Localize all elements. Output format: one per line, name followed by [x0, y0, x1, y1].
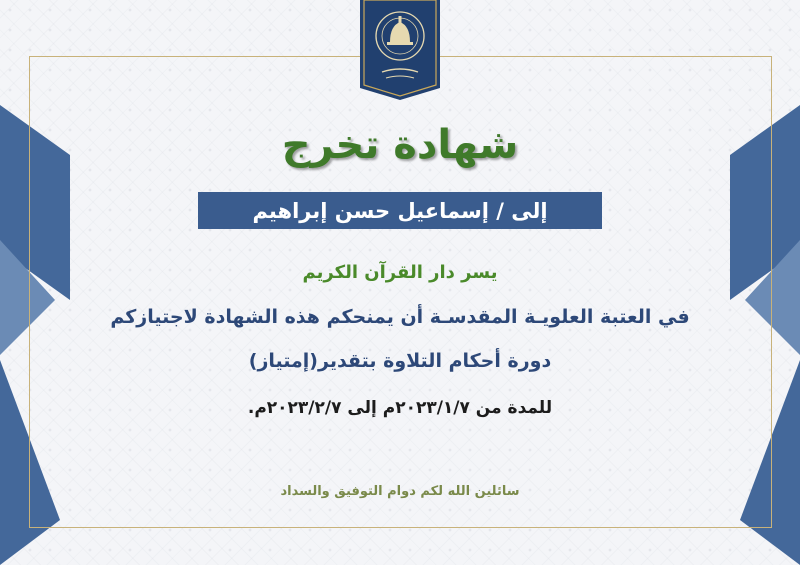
- shrine-dome-emblem-icon: [360, 0, 440, 100]
- closing-line: سائلين الله لكم دوام التوفيق والسداد: [280, 484, 520, 499]
- course-line: دورة أحكام التلاوة بتقدير(إمتياز): [248, 350, 552, 372]
- period-line: للمدة من ٢٠٢٣/١/٧م إلى ٢٠٢٣/٢/٧م.: [247, 398, 553, 418]
- grant-line: في العتبة العلويـة المقدسـة أن يمنحكم هذه الشهادة لاجتيازكم: [110, 306, 690, 328]
- certificate-title: شهادة تخرج: [281, 122, 519, 168]
- issuer-line: يسر دار القرآن الكريم: [302, 262, 498, 283]
- recipient-name: إلى / إسماعيل حسن إبراهيم: [252, 198, 548, 223]
- recipient-bar: [198, 192, 602, 229]
